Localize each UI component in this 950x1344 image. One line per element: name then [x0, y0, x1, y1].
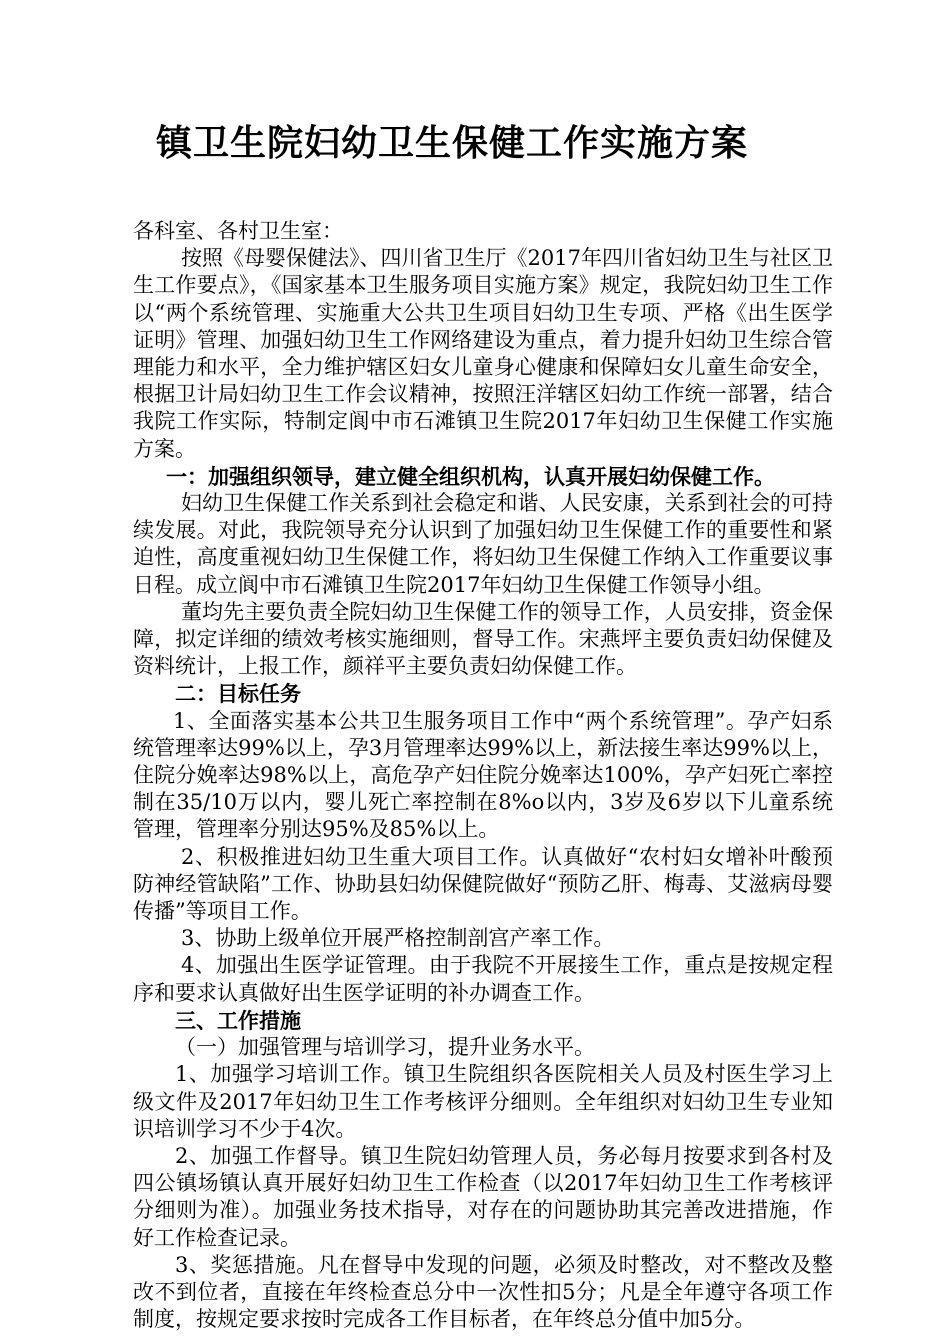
- salutation: 各科室、各村卫生室：: [133, 219, 343, 243]
- section3-item-3: 3、奖惩措施。凡在督导中发现的问题，必须及时整改，对不整改及整改不到位者，直接在年终检查总分中一次性扣5分；凡是全年遵守各项工作制度，按规定要求按时完成各工作目标者，在年终总分值中加5分。: [133, 1252, 833, 1332]
- section1-paragraph-1: 妇幼卫生保健工作关系到社会稳定和谐、人民安康，关系到社会的可持续发展。对此，我院领导充分认识到了加强妇幼卫生保健工作的重要性和紧迫性，高度重视妇幼卫生保健工作，将妇幼卫生保健工作纳入工作重要议事日程。成立阆中市石滩镇卫生院2017年妇幼卫生保健工作领导小组。: [133, 491, 833, 597]
- section1-heading: 一：加强组织领导，建立健全组织机构，认真开展妇幼保健工作。: [166, 463, 775, 489]
- section2-item-4: 4、加强出生医学证管理。由于我院不开展接生工作，重点是按规定程序和要求认真做好出生医学证明的补办调查工作。: [133, 953, 833, 1005]
- section2-item-3: 3、协助上级单位开展严格控制剖宫产率工作。: [181, 926, 615, 951]
- section1-paragraph-2: 董均先主要负责全院妇幼卫生保健工作的领导工作，人员安排，资金保障，拟定详细的绩效考核实施细则，督导工作。宋燕坪主要负责妇幼保健及资料统计，上报工作，颜祥平主要负责妇幼保健工作。: [133, 599, 833, 679]
- section3-subheading-1: （一）加强管理与培训学习，提升业务水平。: [175, 1035, 595, 1060]
- section2-item-1: 1、全面落实基本公共卫生服务项目工作中“两个系统管理”。孕产妇系统管理率达99%以上，孕3月管理率达99%以上，新法接生率达99%以上，住院分娩率达98%以上，高危孕产妇住院分娩率达100%，孕产妇死亡率控制在35/10万以内，婴儿死亡率控制在8%o以内，3岁及6岁以下儿童系统管理，管理率分别达95%及85%以上。: [133, 708, 833, 842]
- section3-item-2: 2、加强工作督导。镇卫生院妇幼管理人员，务必每月按要求到各村及四公镇场镇认真开展好妇幼卫生工作检查（以2017年妇幼卫生工作考核评分细则为准）。加强业务技术指导，对存在的问题协助其完善改进措施，作好工作检查记录。: [133, 1143, 833, 1250]
- section3-heading: 三、工作措施: [175, 1007, 301, 1033]
- intro-paragraph: 按照《母婴保健法》、四川省卫生厅《2017年四川省妇幼卫生与社区卫生工作要点》，《国家基本卫生服务项目实施方案》规定，我院妇幼卫生工作以“两个系统管理、实施重大公共卫生项目妇幼卫生专项、严格《出生医学证明》管理、加强妇幼卫生工作网络建设为重点，着力提升妇幼卫生综合管理能力和水平，全力维护辖区妇女儿童身心健康和保障妇女儿童生命安全，根据卫计局妇幼卫生工作会议精神，按照汪洋辖区妇幼工作统一部署，结合我院工作实际，特制定阆中市石滩镇卫生院2017年妇幼卫生保健工作实施方案。: [133, 246, 833, 461]
- document-body: [133, 218, 833, 1333]
- section2-item-2: 2、积极推进妇幼卫生重大项目工作。认真做好“农村妇女增补叶酸预防神经管缺陷”工作、协助县妇幼保健院做好“预防乙肝、梅毒、艾滋病母婴传播”等项目工作。: [133, 844, 833, 924]
- section2-heading: 二：目标任务: [175, 681, 301, 707]
- section3-item-1: 1、加强学习培训工作。镇卫生院组织各医院相关人员及村医生学习上级文件及2017年妇幼卫生工作考核评分细则。全年组织对妇幼卫生专业知识培训学习不少于4次。: [133, 1062, 833, 1141]
- document-title: 镇卫生院妇幼卫生保健工作实施方案: [155, 122, 748, 164]
